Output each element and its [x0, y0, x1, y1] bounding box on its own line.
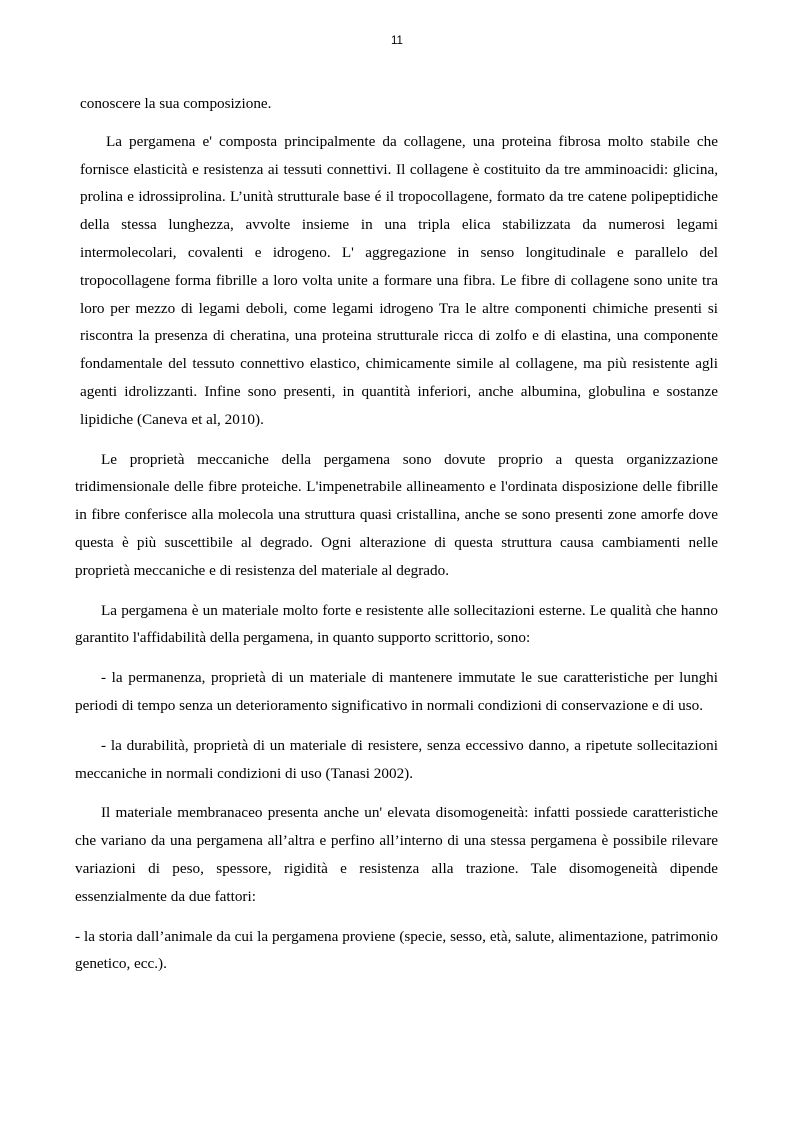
- paragraph-qualities: La pergamena è un materiale molto forte e resistente alle sollecitazioni esterne. Le qualità che hanno garantito l'affidabilità della pergamena, in quanto supporto scrittorio, sono:: [75, 601, 718, 647]
- paragraph-mechanical-properties: Le proprietà meccaniche della pergamena sono dovute proprio a questa organizzazione tridimensionale delle fibre proteiche. L'impenetrabile allineamento e l'ordinata disposizione delle fibrille in fibre conferisce alla molecola una struttura quasi cristallina, anche se sono presenti zone amorfe dove questa è più suscettibile al degrado. Ogni alterazione di questa struttura causa cambiamenti nelle proprietà meccaniche e di resistenza del materiale al degrado.: [75, 450, 718, 579]
- paragraph-composition: La pergamena e' composta principalmente da collagene, una proteina fibrosa molto stabile che fornisce elasticità e resistenza ai tessuti connettivi. Il collagene è costituito da tre amminoacidi: glicina, prolina e idrossiprolina. L’unità strutturale base é il tropocollagene, formato da tre catene polipeptidiche della stessa lunghezza, avvolte insieme in una tripla elica stabilizzata da numerosi legami intermolecolari, covalenti e idrogeno. L' aggregazione in senso longitudinale e parallelo del tropocollagene forma fibrille a loro volta unite a formare una fibra. Le fibre di collagene sono unite tra loro per mezzo di legami deboli, come legami idrogeno Tra le altre componenti chimiche presenti si riscontra la presenza di cheratina, una proteina strutturale ricca di zolfo e di elastina, una componente fondamentale del tessuto connettivo elastico, chimicamente simile al collagene, ma più resistente agli agenti idrolizzanti. Infine sono presenti, in quantità inferiori, anche albumina, globulina e sostanze lipidiche (Caneva et al, 2010).: [80, 132, 718, 428]
- list-item-permanence: - la permanenza, proprietà di un materiale di mantenere immutate le sue caratteristiche per lunghi periodi di tempo senza un deterioramento significativo in normali condizioni di conservazione e di uso.: [75, 669, 718, 714]
- paragraph-inhomogeneity: Il materiale membranaceo presenta anche un' elevata disomogeneità: infatti possiede caratteristiche che variano da una pergamena all’altra e perfino all’interno di una stessa pergamena è possibile rilevare variazioni di peso, spessore, rigidità e resistenza alla trazione. Tale disomogeneità dipende essenzialmente da due fattori:: [75, 804, 718, 905]
- list-item-durability: - la durabilità, proprietà di un materiale di resistere, senza eccessivo danno, a ripetute sollecitazioni meccaniche in normali condizioni di uso (Tanasi 2002).: [75, 736, 718, 782]
- body-text: [75, 90, 718, 990]
- page-number: 11: [391, 35, 403, 47]
- list-item-animal-history: - la storia dall’animale da cui la pergamena proviene (specie, sesso, età, salute, alimentazione, patrimonio genetico, ecc.).: [75, 927, 718, 973]
- paragraph-continuation: conoscere la sua composizione.: [80, 95, 272, 112]
